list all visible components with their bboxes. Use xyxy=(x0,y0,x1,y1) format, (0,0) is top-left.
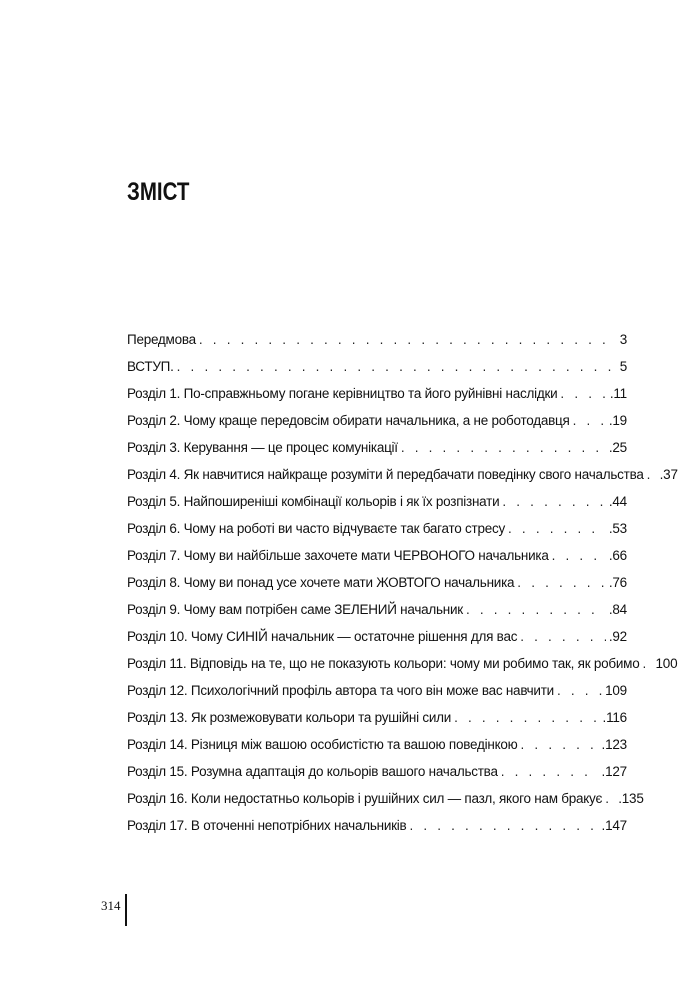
toc-leader-dots xyxy=(605,789,615,809)
toc-leader-dots xyxy=(520,627,606,647)
toc-entry-title: Розділ 11. Відповідь на те, що не показують кольори: чому ми робимо так, як робимо xyxy=(127,656,640,671)
toc-entry[interactable] xyxy=(127,465,678,492)
toc-entry-page: .76 xyxy=(608,575,627,590)
toc-leader-dots xyxy=(642,654,652,674)
toc-entry-page: .127 xyxy=(601,764,627,779)
toc-entry-page: 100 xyxy=(655,656,678,671)
toc-entry[interactable] xyxy=(127,546,627,573)
toc-leader-dots xyxy=(560,384,606,404)
toc-entry-title: Розділ 3. Керування — це процес комунікації xyxy=(127,440,398,455)
page-number: 314 xyxy=(101,898,121,913)
toc-leader-dots xyxy=(552,546,606,566)
toc-entry[interactable] xyxy=(127,438,627,465)
toc-leader-dots xyxy=(521,735,599,755)
toc-entry[interactable] xyxy=(127,384,627,411)
toc-entry-title: Розділ 14. Різниця між вашою особистістю та вашою поведінкою xyxy=(127,737,518,752)
toc-leader-dots xyxy=(502,492,605,512)
toc-entry-title: Розділ 6. Чому на роботі ви часто відчуваєте так багато стресу xyxy=(127,521,506,536)
toc-entry-title: Розділ 1. По-справжньому погане керівництво та його руйнівні наслідки xyxy=(127,386,558,401)
toc-entry-page: .44 xyxy=(608,494,627,509)
toc-entry-page: .135 xyxy=(618,791,644,806)
toc-entry[interactable] xyxy=(127,762,627,789)
toc-entry-title: Розділ 17. В оточенні непотрібних начальників xyxy=(127,818,407,833)
toc-entry-page: .84 xyxy=(608,602,627,617)
toc-entry[interactable] xyxy=(127,357,627,384)
toc-entry-page: 109 xyxy=(605,683,627,698)
toc-entry-title: Розділ 8. Чому ви понад усе хочете мати ЖОВТОГО начальника xyxy=(127,575,515,590)
toc-entry-page: .11 xyxy=(609,386,627,401)
page-footer xyxy=(101,890,127,922)
toc-entry-page: .37 xyxy=(659,467,678,482)
toc-entry-title: Розділ 4. Як навчитися найкраще розуміти й передбачати поведінку свого начальства xyxy=(127,467,644,482)
toc-entry-title: Розділ 15. Розумна адаптація до кольорів вашого начальства xyxy=(127,764,498,779)
toc-entry[interactable] xyxy=(127,654,678,681)
toc-leader-dots xyxy=(466,600,606,620)
toc-entry[interactable] xyxy=(127,519,627,546)
toc-entry-page: .92 xyxy=(608,629,627,644)
toc-entry[interactable] xyxy=(127,411,627,438)
toc-entry-page: .66 xyxy=(608,548,627,563)
toc-entry[interactable] xyxy=(127,573,627,600)
toc-entry-page: .116 xyxy=(602,710,627,725)
toc-leader-dots xyxy=(647,465,657,485)
toc-entry-title: Розділ 9. Чому вам потрібен саме ЗЕЛЕНИЙ начальник xyxy=(127,602,463,617)
toc-leader-dots xyxy=(508,519,606,539)
toc-leader-dots xyxy=(454,708,599,728)
toc-entry-title: Розділ 16. Коли недостатньо кольорів і рушійних сил — пазл, якого нам бракує xyxy=(127,791,603,806)
toc-leader-dots xyxy=(199,330,617,350)
toc-leader-dots xyxy=(401,438,606,458)
toc-entry[interactable] xyxy=(127,735,627,762)
toc-entry-page: 3 xyxy=(619,332,627,347)
toc-leader-dots xyxy=(501,762,599,782)
toc-leader-dots xyxy=(573,411,606,431)
toc-entry[interactable] xyxy=(127,789,644,816)
toc-entry-title: Розділ 13. Як розмежовувати кольори та рушійні сили xyxy=(127,710,452,725)
toc-entry-page: .19 xyxy=(608,413,627,428)
toc-leader-dots xyxy=(557,681,602,701)
toc-entry-title: Розділ 10. Чому СИНІЙ начальник — остаточне рішення для вас xyxy=(127,629,518,644)
toc-entry-title: Розділ 12. Психологічний профіль автора та чого він може вас навчити xyxy=(127,683,554,698)
toc-entry-title: ВСТУП. xyxy=(127,359,174,374)
toc-entry[interactable] xyxy=(127,492,627,519)
toc-entry-title: Передмова xyxy=(127,332,196,347)
page-number-rule xyxy=(125,894,127,926)
toc-entry-page: .147 xyxy=(601,818,627,833)
toc-entry-page: 5 xyxy=(619,359,627,374)
page-title: ЗМІСТ xyxy=(127,178,190,206)
table-of-contents xyxy=(127,330,678,843)
toc-entry-page: .25 xyxy=(608,440,627,455)
toc-leader-dots xyxy=(409,816,598,836)
toc-entry[interactable] xyxy=(127,681,627,708)
toc-entry-page: .123 xyxy=(601,737,627,752)
toc-entry[interactable] xyxy=(127,708,627,735)
toc-entry[interactable] xyxy=(127,627,627,654)
toc-leader-dots xyxy=(177,357,617,377)
toc-entry[interactable] xyxy=(127,816,627,843)
toc-entry[interactable] xyxy=(127,330,627,357)
toc-entry-title: Розділ 2. Чому краще передовсім обирати начальника, а не роботодавця xyxy=(127,413,570,428)
toc-leader-dots xyxy=(517,573,606,593)
toc-entry-title: Розділ 5. Найпоширеніші комбінації кольорів і як їх розпізнати xyxy=(127,494,500,509)
toc-entry-title: Розділ 7. Чому ви найбільше захочете мати ЧЕРВОНОГО начальника xyxy=(127,548,549,563)
toc-entry-page: .53 xyxy=(608,521,627,536)
toc-entry[interactable] xyxy=(127,600,627,627)
